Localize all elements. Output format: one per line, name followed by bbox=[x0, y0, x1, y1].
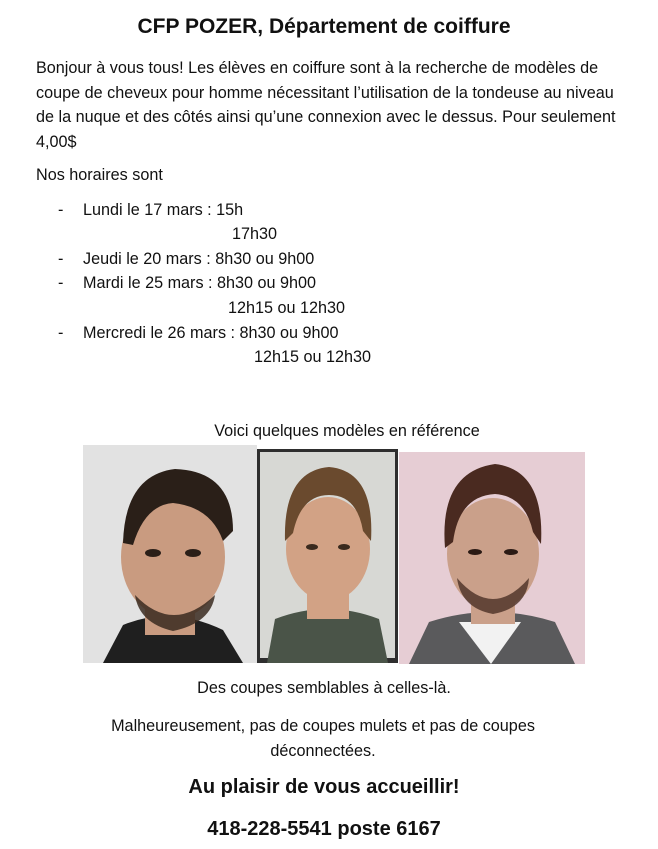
hours-heading: Nos horaires sont bbox=[36, 166, 163, 184]
bullet-dash: - bbox=[58, 324, 64, 342]
models-caption: Voici quelques modèles en référence bbox=[214, 422, 480, 440]
restriction-note: Malheureusement, pas de coupes mulets et pas de coupes déconnectées. bbox=[111, 717, 535, 760]
schedule-time: 12h15 ou 12h30 bbox=[228, 299, 346, 317]
page-title: CFP POZER, Département de coiffure bbox=[137, 15, 511, 38]
haircut-model-photo-3 bbox=[399, 452, 585, 664]
schedule-time: 17h30 bbox=[232, 225, 278, 243]
schedule-day: Lundi le 17 mars : 15h bbox=[83, 201, 244, 219]
portrait-icon bbox=[399, 452, 585, 664]
bullet-dash: - bbox=[58, 250, 64, 268]
portrait-icon bbox=[83, 445, 257, 663]
phone-number: 418-228-5541 poste 6167 bbox=[207, 818, 441, 840]
similar-caption: Des coupes semblables à celles-là. bbox=[197, 679, 451, 697]
bullet-dash: - bbox=[58, 201, 64, 219]
intro-paragraph: Bonjour à vous tous! Les élèves en coiffure sont à la recherche de modèles de coupe de cheveux pour homme nécessitant l’utilisation de la tondeuse au niveau de la nuque et des côtés ainsi qu’une connexion avec le dessus. Pour seulement 4,00$ bbox=[36, 59, 616, 151]
bullet-dash: - bbox=[58, 274, 64, 292]
schedule-day: Mercredi le 26 mars : 8h30 ou 9h00 bbox=[83, 324, 339, 342]
haircut-model-photo-1 bbox=[83, 445, 257, 663]
schedule-day: Jeudi le 20 mars : 8h30 ou 9h00 bbox=[83, 250, 315, 268]
portrait-icon bbox=[257, 449, 398, 663]
closing-message: Au plaisir de vous accueillir! bbox=[188, 776, 460, 798]
schedule-time: 12h15 ou 12h30 bbox=[254, 348, 372, 366]
schedule-day: Mardi le 25 mars : 8h30 ou 9h00 bbox=[83, 274, 317, 292]
haircut-model-photo-2 bbox=[257, 449, 398, 663]
